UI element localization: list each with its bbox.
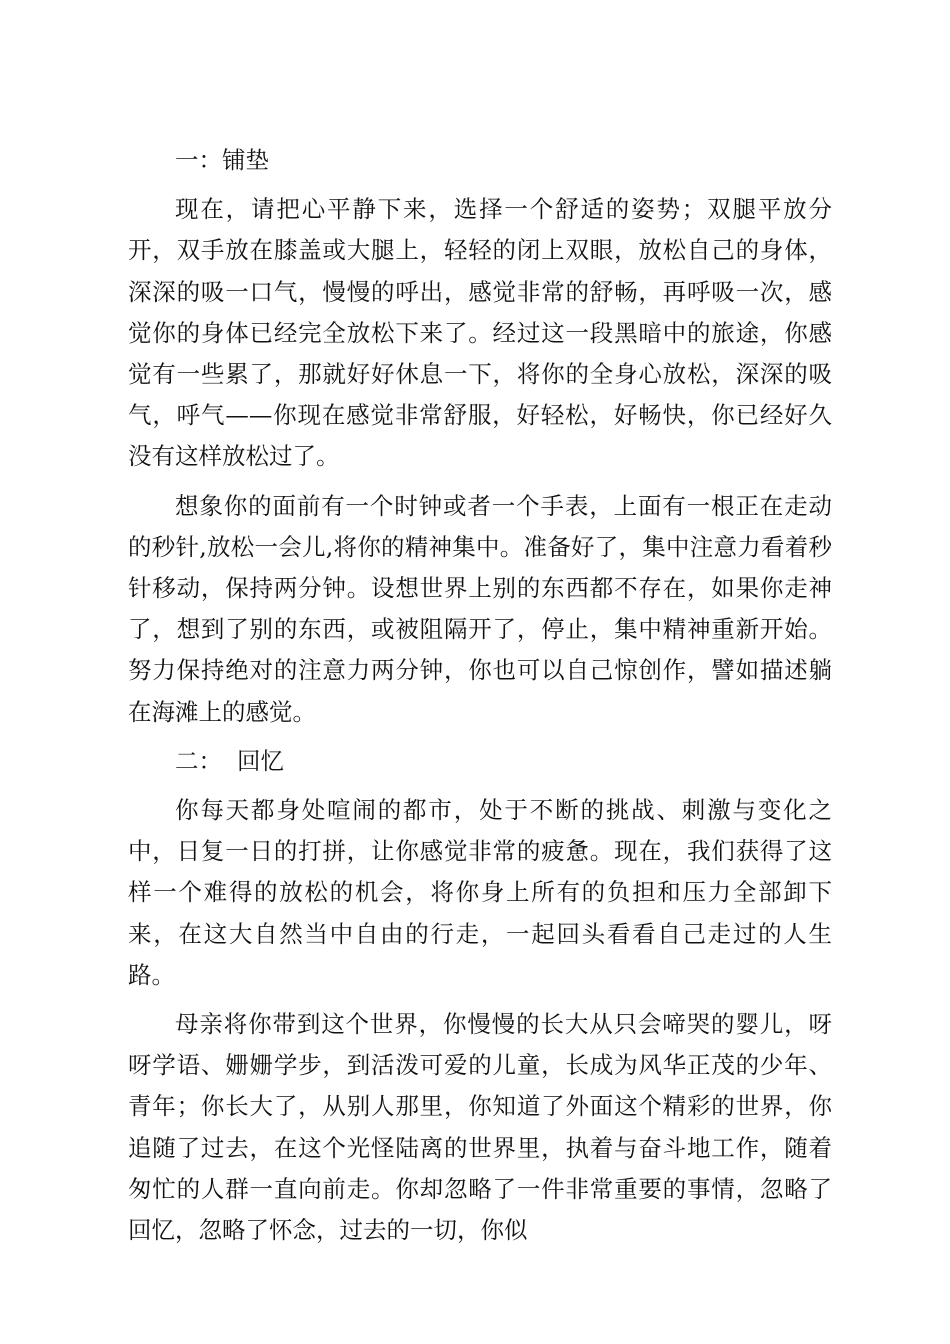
section-heading-2: 二： 回忆 bbox=[175, 746, 284, 775]
document-body bbox=[128, 140, 832, 1259]
paragraph-relaxation: 现在，请把心平静下来，选择一个舒适的姿势；双腿平放分开，双手放在膝盖或大腿上，轻轻的闭上双眼，放松自己的身体，深深的吸一口气，慢慢的呼出，感觉非常的舒畅，再呼吸一次，感觉你的身体已经完全放松下来了。经过这一段黑暗中的旅途，你感觉有一些累了，那就好好休息一下，将你的全身心放松，深深的吸气，呼气——你现在感觉非常舒服，好轻松，好畅快，你已经好久没有这样放松过了。 bbox=[128, 195, 832, 471]
paragraph-growing-up: 母亲将你带到这个世界，你慢慢的长大从只会啼哭的婴儿，呀呀学语、姗姗学步，到活泼可爱的儿童，长成为风华正茂的少年、青年；你长大了，从别人那里，你知道了外面这个精彩的世界，你追随了过去，在这个光怪陆离的世界里，执着与奋斗地工作，随着匆忙的人群一直向前走。你却忽略了一件非常重要的事情，忽略了回忆，忽略了怀念，过去的一切，你似 bbox=[128, 1010, 832, 1245]
paragraph-clock: 想象你的面前有一个时钟或者一个手表，上面有一根正在走动的秒针,放松一会儿,将你的精神集中。准备好了，集中注意力看着秒针移动，保持两分钟。设想世界上别的东西都不存在，如果你走神了，想到了别的东西，或被阻隔开了，停止，集中精神重新开始。努力保持绝对的注意力两分钟，你也可以自己惊创作，譬如描述躺在海滩上的感觉。 bbox=[128, 491, 832, 726]
paragraph-city-life: 你每天都身处喧闹的都市，处于不断的挑战、刺激与变化之中，日复一日的打拼，让你感觉非常的疲惫。现在，我们获得了这样一个难得的放松的机会，将你身上所有的负担和压力全部卸下来，在这大自然当中自由的行走，一起回头看看自己走过的人生路。 bbox=[128, 796, 832, 989]
section-heading-1: 一：铺垫 bbox=[175, 146, 269, 174]
